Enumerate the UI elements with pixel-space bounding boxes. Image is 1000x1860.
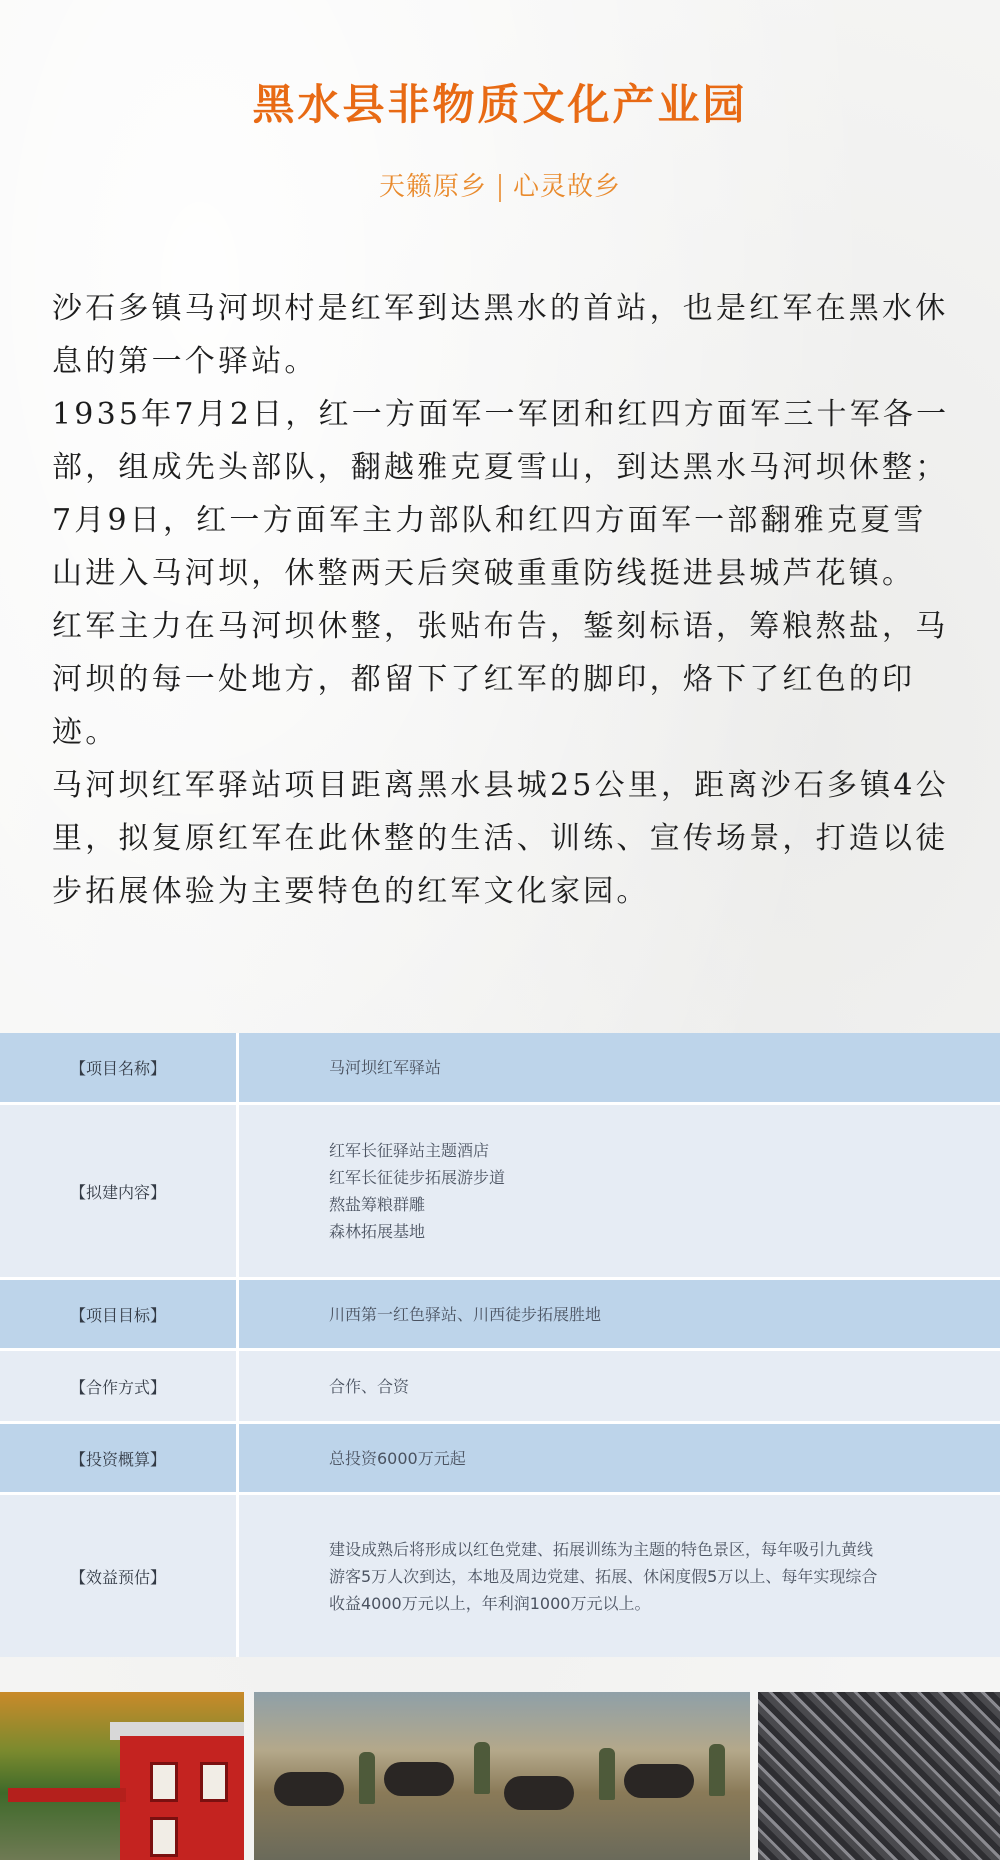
subtitle-left: 天籁原乡: [378, 172, 487, 202]
row-value: [239, 1280, 1000, 1348]
value-line: 收益4000万元以上，年利润1000万元以上。: [329, 1593, 651, 1613]
value-line: 森林拓展基地: [329, 1222, 426, 1241]
page-subtitle: [0, 166, 1000, 203]
paragraph-3: 红军主力在马河坝休整，张贴布告，錾刻标语，筹粮熬盐，马河坝的每一处地方，都留下了红军的脚印，烙下了红色的印迹。: [52, 609, 949, 750]
table-row-investment: [0, 1421, 1000, 1492]
window-shape: [200, 1762, 228, 1802]
row-value: [239, 1105, 1000, 1277]
subtitle-right: 心灵故乡: [513, 172, 622, 202]
window-shape: [150, 1762, 178, 1802]
value-line: 红军长征徒步拓展游步道: [329, 1168, 506, 1187]
row-label: 【合作方式】: [0, 1351, 239, 1421]
yak-caravan-painting: [254, 1692, 750, 1860]
table-row-goal: [0, 1277, 1000, 1348]
paragraph-1: 沙石多镇马河坝村是红军到达黑水的首站，也是红军在黑水休息的第一个驿站。: [52, 291, 949, 379]
table-row-benefit: [0, 1492, 1000, 1657]
row-value: [239, 1495, 1000, 1657]
value-line: 建设成熟后将形成以红色党建、拓展训练为主题的特色景区，每年吸引九黄线: [329, 1539, 874, 1559]
photo-strip: [0, 1692, 1000, 1860]
row-value: [239, 1033, 1000, 1102]
row-value: [239, 1351, 1000, 1421]
yak-shape: [624, 1764, 694, 1798]
soldier-figure: [709, 1744, 725, 1796]
value-line: 川西第一红色驿站、川西徒步拓展胜地: [329, 1304, 602, 1324]
soldier-figure: [474, 1742, 490, 1794]
row-label: 【效益预估】: [0, 1495, 239, 1657]
value-line: 红军长征驿站主题酒店: [329, 1141, 490, 1160]
value-line: 总投资6000万元起: [329, 1448, 466, 1468]
row-label: 【投资概算】: [0, 1424, 239, 1492]
row-value: [239, 1424, 1000, 1492]
paragraph-2: 1935年7月2日，红一方面军一军团和红四方面军三十军各一部，组成先头部队，翻越雅克夏雪山，到达黑水马河坝休整； 7月9日，红一方面军主力部队和红四方面军一部翻雅克夏雪山进入马河坝，休整两天后突破重重防线挺进县城芦花镇。: [52, 397, 950, 591]
stone-texture-photo: [758, 1692, 1000, 1860]
table-row-cooperation: [0, 1348, 1000, 1421]
soldier-figure: [359, 1752, 375, 1804]
red-building-photo: [0, 1692, 244, 1860]
value-line: 马河坝红军驿站: [329, 1058, 442, 1077]
yak-shape: [504, 1776, 574, 1810]
subtitle-divider: [499, 174, 501, 202]
row-label: 【拟建内容】: [0, 1105, 239, 1277]
row-label: 【项目名称】: [0, 1033, 239, 1102]
value-line: 熬盐筹粮群雕: [329, 1195, 426, 1214]
article-body: [52, 282, 952, 918]
table-row-name: [0, 1033, 1000, 1102]
red-gate-shape: [8, 1788, 126, 1802]
soldier-figure: [599, 1748, 615, 1800]
yak-shape: [274, 1772, 344, 1806]
window-shape: [150, 1817, 178, 1857]
page-title: 黑水县非物质文化产业园: [252, 80, 748, 129]
yak-shape: [384, 1762, 454, 1796]
table-row-content: [0, 1102, 1000, 1277]
value-line: 游客5万人次到达，本地及周边党建、拓展、休闲度假5万以上、每年实现综合: [329, 1566, 878, 1586]
project-info-table: [0, 1033, 1000, 1657]
paragraph-4: 马河坝红军驿站项目距离黑水县城25公里，距离沙石多镇4公里，拟复原红军在此休整的生活、训练、宣传场景，打造以徒步拓展体验为主要特色的红军文化家园。: [52, 768, 949, 909]
row-label: 【项目目标】: [0, 1280, 239, 1348]
value-line: 合作、合资: [329, 1376, 410, 1396]
